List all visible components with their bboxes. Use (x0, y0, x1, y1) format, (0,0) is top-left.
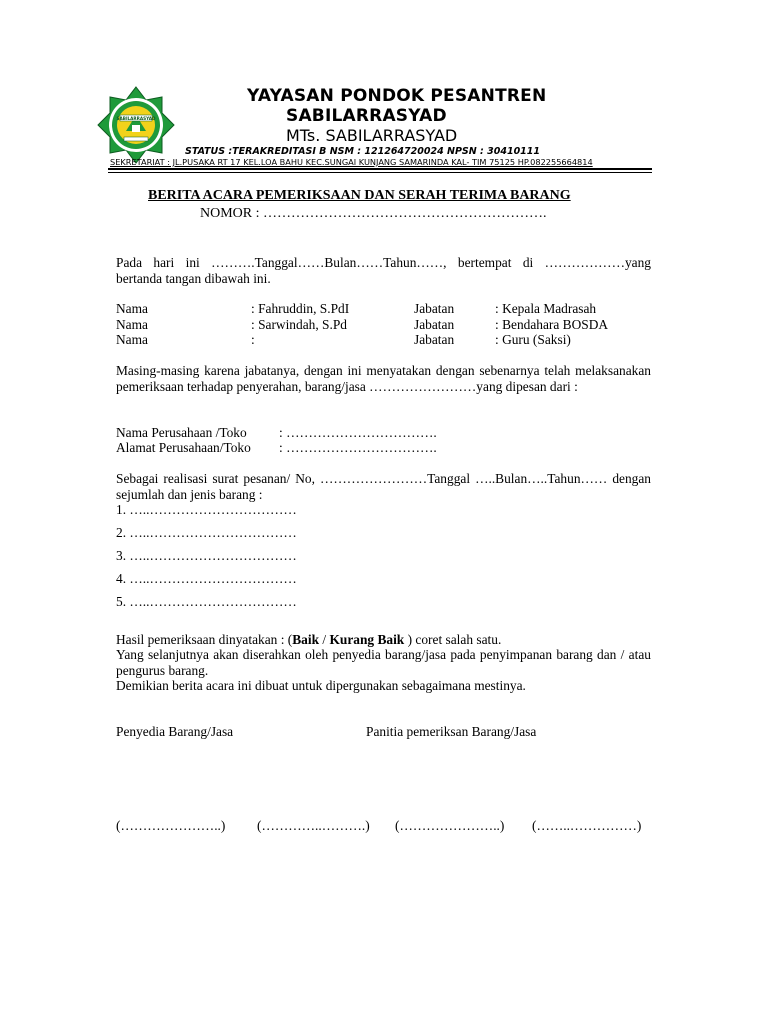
name-value: : (251, 332, 255, 347)
official-row (116, 317, 676, 333)
name-label: Nama (116, 317, 148, 332)
official-row (116, 301, 676, 317)
shop-name-label: Nama Perusahaan /Toko (116, 425, 247, 440)
shop-address-value: : ……………………………. (279, 440, 437, 455)
header-divider-thick (108, 168, 652, 170)
school-logo-icon (96, 85, 176, 165)
name-value: : Fahruddin, S.PdI (251, 301, 350, 316)
result-not-good: Kurang Baik (329, 632, 405, 647)
goods-item: 5. …..…………………………… (116, 594, 297, 609)
position-label: Jabatan (414, 301, 455, 316)
position-value: : Bendahara BOSDA (495, 317, 609, 332)
name-label: Nama (116, 332, 148, 347)
signature-blank: (…………………..) (395, 818, 505, 833)
document-title: BERITA ACARA PEMERIKSAAN DAN SERAH TERIMA BARANG (148, 188, 571, 203)
name-label: Nama (116, 301, 148, 316)
secretariat-address: SEKRETARIAT : JL.PUSAKA RT 17 KEL.LOA BAHU KEC.SUNGAI KUNJANG SAMARINDA KAL- TIM 75125 HP.082255664814 (110, 157, 593, 167)
signature-blank: (……..……………) (532, 818, 642, 833)
foundation-subname: SABILARRASYAD (286, 106, 447, 126)
header-divider-thin (108, 172, 652, 173)
shop-address-row (116, 440, 516, 456)
goods-item: 1. …..…………………………… (116, 502, 297, 517)
supplier-signature-label: Penyedia Barang/Jasa (116, 724, 234, 739)
result-prefix: Hasil pemeriksaan dinyatakan : ( (116, 632, 293, 647)
result-good: Baik (292, 632, 320, 647)
result-suffix: ) coret salah satu. (404, 632, 502, 647)
signature-blank: (…………..……….) (257, 818, 370, 833)
position-value: : Guru (Saksi) (495, 332, 571, 347)
position-label: Jabatan (414, 332, 455, 347)
committee-signature-label: Panitia pemeriksan Barang/Jasa (366, 724, 537, 739)
shop-name-value: : ……………………………. (279, 425, 437, 440)
position-label: Jabatan (414, 317, 455, 332)
goods-item: 4. …..…………………………… (116, 571, 297, 586)
logo-text: SABILARRASYAD (116, 116, 156, 121)
name-value: : Sarwindah, S.Pd (251, 317, 347, 332)
goods-item: 2. …..…………………………… (116, 525, 297, 540)
signature-blank: (…………………..) (116, 818, 226, 833)
handover-paragraph: Yang selanjutnya akan diserahkan oleh penyedia barang/jasa pada penyimpanan barang dan / atau pengurus barang. (116, 647, 651, 678)
foundation-name: YAYASAN PONDOK PESANTREN (247, 86, 547, 106)
inspection-result (116, 632, 501, 647)
statement-paragraph: Masing-masing karena jabatanya, dengan ini menyatakan dengan sebenarnya telah melaksanakan pemeriksaan terhadap penyerahan, barang/jasa ……………………yang dipesan dari : (116, 363, 651, 394)
accreditation-status: STATUS :TERAKREDITASI B NSM : 121264720024 NPSN : 30410111 (185, 146, 541, 157)
goods-item: 3. …..…………………………… (116, 548, 297, 563)
position-value: : Kepala Madrasah (495, 301, 597, 316)
result-separator: / (319, 632, 330, 647)
school-name: MTs. SABILARRASYAD (286, 126, 458, 145)
shop-name-row (116, 425, 516, 441)
order-paragraph: Sebagai realisasi surat pesanan/ No, ……………………Tanggal …..Bulan…..Tahun…… dengan sejumlah dan jenis barang : (116, 471, 651, 502)
shop-address-label: Alamat Perusahaan/Toko (116, 440, 251, 455)
closing-sentence: Demikian berita acara ini dibuat untuk dipergunakan sebagaimana mestinya. (116, 678, 526, 693)
document-number: NOMOR : ……………………………………………………. (200, 206, 547, 221)
intro-paragraph: Pada hari ini ……….Tanggal……Bulan……Tahun……, bertempat di ………………yang bertanda tangan dibawah ini. (116, 255, 651, 286)
official-row (116, 332, 676, 348)
